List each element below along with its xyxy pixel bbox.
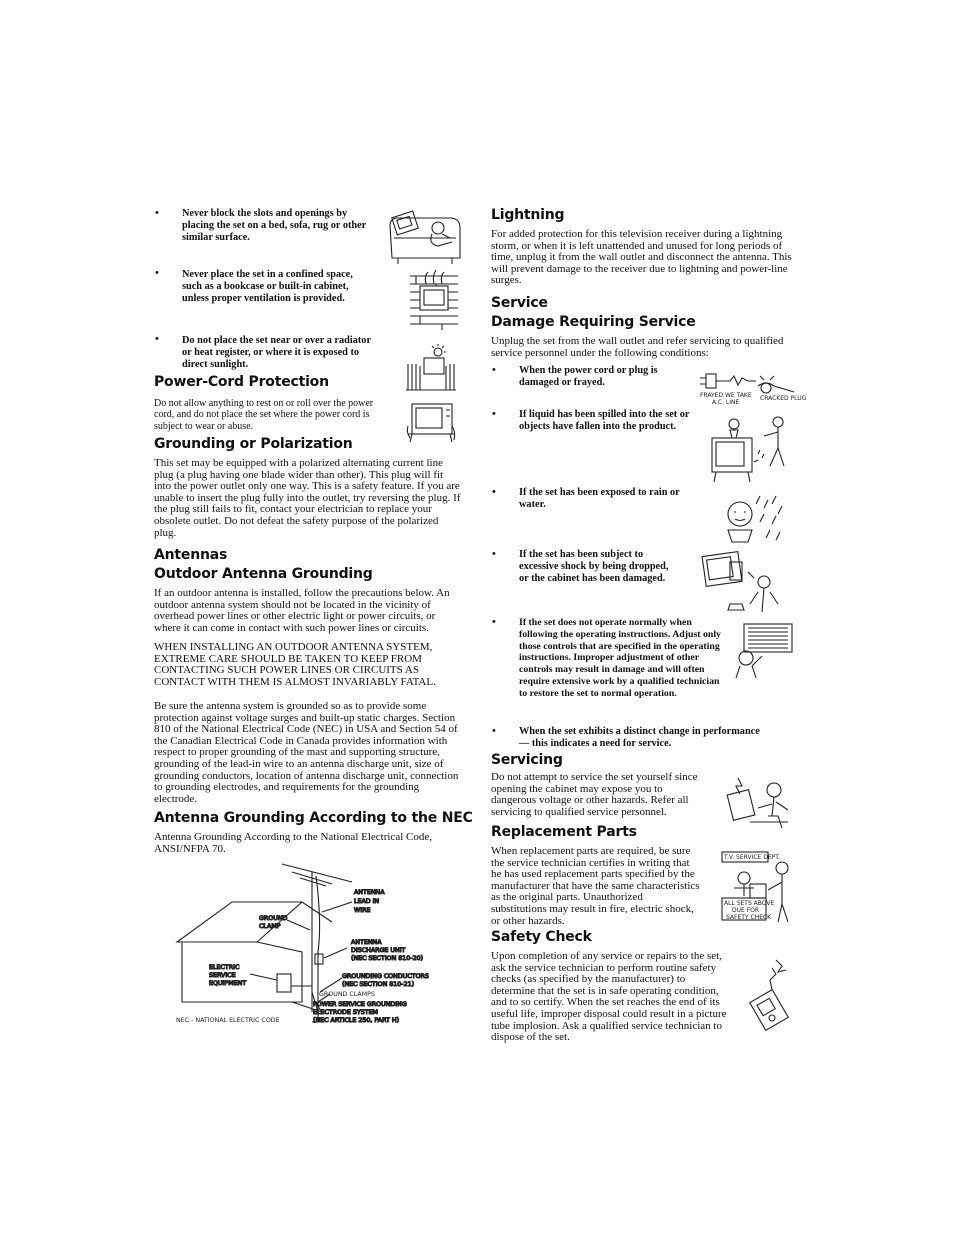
- bullet-dot: •: [492, 548, 496, 560]
- bullet-dot: •: [492, 408, 496, 420]
- service-heading: Service: [491, 295, 548, 311]
- nec-heading: Antenna Grounding According to the NEC: [154, 810, 473, 826]
- svg-text:ALL SETS ABOVE: ALL SETS ABOVE: [724, 900, 775, 907]
- antenna-grounding-diagram: [172, 862, 462, 1037]
- antenna-text-1: If an outdoor antenna is installed, follow the precautions below. An outdoor antenna system should not be located in the vicinity of overhead power lines or other electric light or power circuits, or where it can come in contact with such power lines or circuits.: [154, 587, 450, 634]
- lightning-heading: Lightning: [491, 207, 565, 223]
- discharge-unit: [315, 954, 323, 964]
- svg-text:DUE FOR: DUE FOR: [732, 907, 760, 914]
- service-dept-illustration: [720, 852, 796, 924]
- svg-text:CRACKED PLUG: CRACKED PLUG: [760, 395, 807, 402]
- label-service-equipment: ELECTRIC SERVICE EQUIPMENT: [209, 964, 247, 987]
- power-cord-heading: Power-Cord Protection: [154, 374, 329, 390]
- tv-in-bookcase-illustration: [408, 270, 460, 330]
- bullet-rain: If the set has been exposed to rain or water.: [519, 487, 680, 510]
- antenna-warning: WHEN INSTALLING AN OUTDOOR ANTENNA SYSTEM, EXTREME CARE SHOULD BE TAKEN TO KEEP FROM CONTACTING SUCH POWER LINES OR CIRCUITS AS CONTACT WITH THEM IS ALMOST INVARIABLY FATAL.: [154, 641, 436, 688]
- bullet-abnormal-operation: If the set does not operate normally when following the operating instructions. Adjust only those controls that are specified in the operating instructions. Improper adjustment of other controls may result in damage and will often require extensive work by a qualified technician to restore the set to normal operation.: [519, 617, 721, 699]
- replacement-heading: Replacement Parts: [491, 824, 637, 840]
- label-electrode-system: POWER SERVICE GROUNDING ELECTRODE SYSTEM (NEC ARTICLE 250, PART H): [313, 1001, 407, 1024]
- bullet-dot: •: [155, 267, 159, 279]
- tv-on-sofa-illustration: [388, 208, 462, 266]
- bullet-dot: •: [155, 207, 159, 219]
- adjust-controls-illustration: [732, 622, 796, 678]
- svg-text:T.V. SERVICE DEPT.: T.V. SERVICE DEPT.: [724, 854, 781, 861]
- tv-power-cord-illustration: [406, 402, 456, 444]
- service-equipment-box: [277, 974, 291, 992]
- outdoor-antenna-heading: Outdoor Antenna Grounding: [154, 566, 373, 582]
- label-antenna-lead: ANTENNA LEAD IN WIRE: [354, 889, 385, 914]
- safety-heading: Safety Check: [491, 929, 592, 945]
- bullet-dot: •: [492, 616, 496, 628]
- bullet-confined-space: Never place the set in a confined space, such as a bookcase or built-in cabinet, unless proper ventilation is provided.: [182, 269, 353, 304]
- bullet-dot: •: [492, 364, 496, 376]
- dropped-tv-illustration: [700, 552, 786, 614]
- replacement-text: When replacement parts are required, be sure the service technician certifies in writing that he has used replacement parts specified by the manufacturer that have the same characteristics as the original parts. Unauthorized substitutions may result in fire, electric shock, or other hazards.: [491, 845, 700, 927]
- bullet-shock: If the set has been subject to excessive shock by being dropped, or the cabinet has been damaged.: [519, 549, 669, 584]
- label-ground-clamps: GROUND CLAMPS: [319, 991, 375, 998]
- bullet-dot: •: [155, 333, 159, 345]
- safety-check-illustration: [742, 958, 794, 1032]
- tv-near-radiator-illustration: [406, 344, 456, 392]
- antennas-heading: Antennas: [154, 547, 228, 563]
- svg-text:A.C. LINE: A.C. LINE: [712, 399, 740, 406]
- bullet-radiator: Do not place the set near or over a radiator or heat register, or where it is exposed to direct sunlight.: [182, 335, 371, 370]
- damage-service-heading: Damage Requiring Service: [491, 314, 696, 330]
- grounding-text: This set may be equipped with a polarized alternating current line plug (a plug having one blade wider than other). This plug will fit into the power outlet only one way. This is a safety feature. If you are unable to insert the plug fully into the outlet, try reversing the plug. If the plug still fails to fit, contact your electrician to replace your obsolete outlet. Do not defeat the safety purpose of the polarized plug.: [154, 457, 461, 539]
- servicing-text: Do not attempt to service the set yourself since opening the cabinet may expose you to dangerous voltage or other hazards. Refer all servicing to qualified service personnel.: [491, 771, 698, 818]
- bullet-dot: •: [492, 725, 496, 737]
- lightning-text: For added protection for this television receiver during a lightning storm, or when it is left unattended and unused for long periods of time, unplug it from the wall outlet and disconnect the antenna. This will prevent damage to the receiver due to lightning and power-line surges.: [491, 228, 792, 287]
- label-nec: NEC - NATIONAL ELECTRIC CODE: [176, 1017, 280, 1024]
- service-intro: Unplug the set from the wall outlet and refer servicing to qualified service personnel under the following conditions:: [491, 335, 784, 359]
- servicing-heading: Servicing: [491, 752, 563, 768]
- bullet-bed-sofa: Never block the slots and openings by placing the set on a bed, sofa, rug or other similar surface.: [182, 208, 367, 243]
- servicing-illustration: [728, 776, 796, 832]
- svg-text:SAFETY CHECK: SAFETY CHECK: [726, 914, 772, 921]
- label-discharge-unit: ANTENNA DISCHARGE UNIT (NEC SECTION 810-20): [351, 939, 424, 962]
- house-wall: [182, 942, 302, 1002]
- bullet-power-cord: When the power cord or plug is damaged or frayed.: [519, 365, 658, 388]
- bullet-liquid: If liquid has been spilled into the set or objects have fallen into the product.: [519, 409, 690, 432]
- frayed-cord-illustration: [698, 370, 807, 406]
- label-grounding-conductors: GROUNDING CONDUCTORS (NEC SECTION 810-21): [342, 973, 429, 988]
- antenna-text-3: Be sure the antenna system is grounded so as to provide some protection against voltage surges and built-up static charges. Section 810 of the National Electrical Code (NEC) in USA and Section 54 of the Canadian Electrical Code in Canada provides information with respect to proper grounding of the mast and supporting structure, grounding of the lead-in wire to an antenna discharge unit, size of grounding conductors, location of antenna discharge unit, connection to grounding electrodes, and requirements for the grounding electrode.: [154, 700, 459, 805]
- safety-text: Upon completion of any service or repairs to the set, ask the service technician to perform routine safety checks (as specified by the manufacturer) to determine that the set is in safe operating condition, and to so certify. When the set reaches the end of its useful life, improper disposal could result in a picture tube implosion. Ask a qualified service technician to dispose of the set.: [491, 950, 727, 1044]
- nec-text: Antenna Grounding According to the National Electrical Code, ANSI/NFPA 70.: [154, 831, 432, 855]
- house-roof: [177, 902, 302, 942]
- power-cord-text: Do not allow anything to rest on or roll over the power cord, and do not place the set where the power cord is subject to wear or abuse.: [154, 398, 374, 432]
- bullet-dot: •: [492, 486, 496, 498]
- bullet-performance-change: When the set exhibits a distinct change in performance — this indicates a need for service.: [519, 726, 760, 749]
- rain-illustration: [720, 494, 786, 544]
- liquid-spill-illustration: [708, 414, 790, 486]
- svg-text:FRAYED WE TAKE: FRAYED WE TAKE: [700, 392, 752, 399]
- grounding-heading: Grounding or Polarization: [154, 436, 353, 452]
- label-ground-clamp: GROUND CLAMP: [259, 915, 288, 930]
